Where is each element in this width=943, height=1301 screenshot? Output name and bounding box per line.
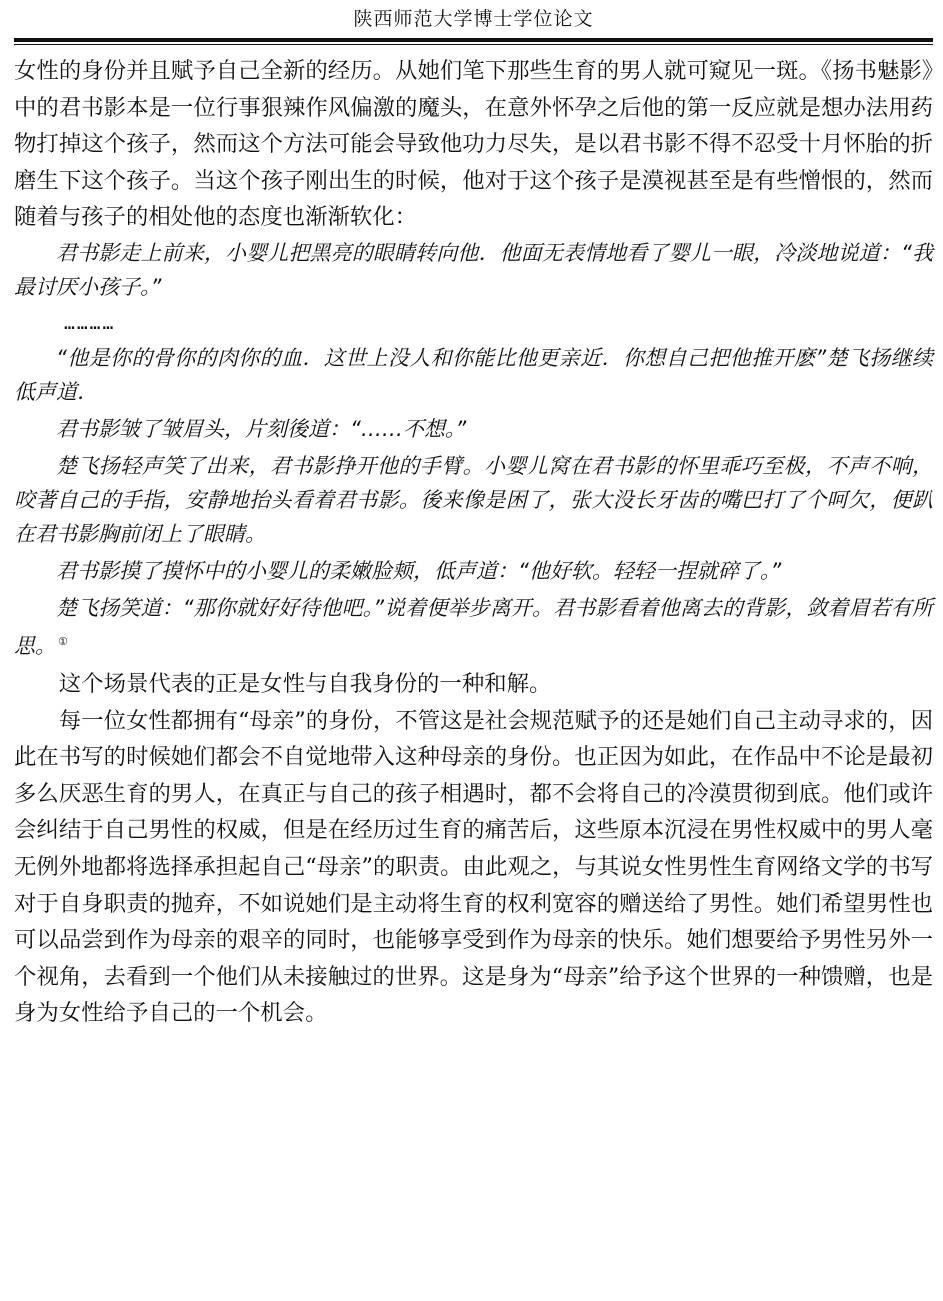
paragraph-2: 这个场景代表的正是女性与自我身份的一种和解。 (58, 670, 552, 697)
paragraph-1: 女性的身份并且赋予自己全新的经历。从她们笔下那些生育的男人就可窥见一斑。《扬书魅影》中的君书影本是一位行事狠辣作风偏激的魔头，在意外怀孕之后他的第一反应就是想办法用药物打掉这个孩子，然而这个方法可能会导致他功力尽失，是以君书影不得不忍受十月怀胎的折磨生下这个孩子。当这个孩子刚出生的时候，他对于这个孩子是漠视甚至是有些憎恨的，然而随着与孩子的相处他的态度也渐渐软化： (14, 58, 933, 231)
quote-paragraph-6-text: 楚飞扬笑道：“那你就好好待他吧。”说着便举步离开。君书影看着他离去的背影，敛着眉若有所思。 (14, 595, 933, 658)
quote-paragraph-6 (14, 591, 933, 663)
quote-paragraph-5: 君书影摸了摸怀中的小婴儿的柔嫩脸颊，低声道：“他好软。轻轻一捏就碎了。” (56, 558, 782, 583)
quote-paragraph-2: “他是你的骨你的肉你的血．这世上没人和你能比他更亲近．你想自己把他推开麽”楚飞扬继续低声道． (14, 345, 933, 404)
quote-paragraph-3: 君书影皱了皱眉头，片刻後道：“……不想。” (56, 416, 467, 441)
quote-ellipsis: ………… (64, 312, 116, 334)
quote-paragraph-1: 君书影走上前来，小婴儿把黑亮的眼睛转向他．他面无表情地看了婴儿一眼，冷淡地说道：“我最讨厌小孩子。” (14, 240, 933, 299)
page-header-title: 陕西师范大学博士学位论文 (353, 8, 594, 30)
footnote-marker[interactable]: ① (58, 634, 68, 648)
header-rule-thick (14, 38, 933, 42)
header-rule-thin (14, 44, 933, 45)
body-text (14, 53, 933, 1032)
quote-paragraph-4: 楚飞扬轻声笑了出来，君书影挣开他的手臂。小婴儿窝在君书影的怀里乖巧至极，不声不响，咬著自己的手指，安静地抬头看着君书影。後来像是困了，张大没长牙齿的嘴巴打了个呵欠，便趴在君书影胸前闭上了眼睛。 (14, 453, 933, 546)
paragraph-3: 每一位女性都拥有“母亲”的身份，不管这是社会规范赋予的还是她们自己主动寻求的，因此在书写的时候她们都会不自觉地带入这种母亲的身份。也正因为如此，在作品中不论是最初多么厌恶生育的男人，在真正与自己的孩子相遇时，都不会将自己的冷漠贯彻到底。他们或许会纠结于自己男性的权威，但是在经历过生育的痛苦后，这些原本沉浸在男性权威中的男人毫无例外地都将选择承担起自己“母亲”的职责。由此观之，与其说女性男性生育网络文学的书写对于自身职责的抛弃，不如说她们是主动将生育的权利宽容的赠送给了男性。她们希望男性也可以品尝到作为母亲的艰辛的同时，也能够享受到作为母亲的快乐。她们想要给予男性另外一个视角，去看到一个他们从未接触过的世界。这是身为“母亲”给予这个世界的一种馈赠，也是身为女性给予自己的一个机会。 (14, 707, 933, 1027)
